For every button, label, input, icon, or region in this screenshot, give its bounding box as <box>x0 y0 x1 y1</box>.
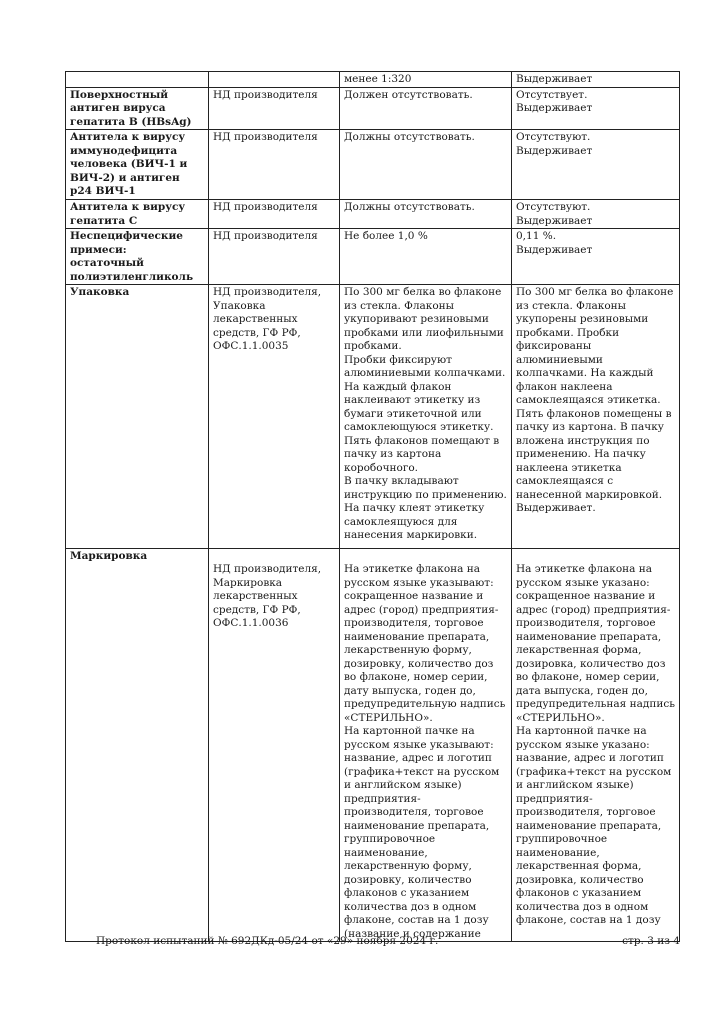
indicator-name: Поверхностный антиген вируса гепатита В (HBsAg) <box>66 87 209 130</box>
norm-requirement: Должны отсутствовать. <box>340 130 512 200</box>
normative-document: НД производителя <box>209 200 340 229</box>
normative-document: НД производителя <box>209 130 340 200</box>
test-result: На этикетке флакона на русском языке указано: сокращенное название и адрес (город) предприятия-производителя, торговое наименование препарата, лекарственная форма, дозировка, количество доз во флаконе, номер серии, дата выпуска, годен до, предупредительная надпись «СТЕРИЛЬНО». На картонной пачке на русском языке указано: название, адрес и логотип (графика+текст на русском и английском языке) предприятия-производителя, торговое наименование препарата, группировочное наименование, лекарственная форма, дозировка, количество флаконов с указанием количества доз в одном флаконе, состав на 1 дозу <box>512 549 680 942</box>
norm-requirement: Должны отсутствовать. <box>340 200 512 229</box>
normative-document: НД производителя <box>209 229 340 285</box>
normative-document: НД производителя, Маркировка лекарственных средств, ГФ РФ, ОФС.1.1.0036 <box>209 549 340 942</box>
indicator-name: Антитела к вирусу гепатита С <box>66 200 209 229</box>
normative-document: НД производителя <box>209 87 340 130</box>
norm-requirement: Должен отсутствовать. <box>340 87 512 130</box>
table-row <box>66 200 680 229</box>
indicator-name <box>66 72 209 88</box>
test-result: По 300 мг белка во флаконе из стекла. Флаконы укупорены резиновыми пробками. Пробки фиксированы алюминиевыми колпачками. На каждый флакон наклеена самоклеящаяся этикетка. Пять флаконов помещены в пачку из картона. В пачку вложена инструкция по применению. На пачку наклеена этикетка самоклеящаяся с нанесенной маркировкой. Выдерживает. <box>512 285 680 549</box>
table-row <box>66 130 680 200</box>
norm-requirement: На этикетке флакона на русском языке указывают: сокращенное название и адрес (город) предприятия-производителя, торговое наименование препарата, лекарственную форму, дозировку, количество доз во флаконе, номер серии, дату выпуска, годен до, предупредительную надпись «СТЕРИЛЬНО». На картонной пачке на русском языке указывают: название, адрес и логотип (графика+текст на русском и английском языке) предприятия-производителя, торговое наименование препарата, группировочное наименование, лекарственную форму, дозировку, количество флаконов с указанием количества доз в одном флаконе, состав на 1 дозу (название и содержание <box>340 549 512 942</box>
norm-requirement: менее 1:320 <box>340 72 512 88</box>
test-results-table <box>65 71 680 942</box>
protocol-reference: Протокол испытаний № 692ДКд-05/24 от «29» ноября 2024 г. <box>96 935 439 947</box>
indicator-name: Неспецифические примеси: остаточный полиэтиленгликоль <box>66 229 209 285</box>
normative-document <box>209 72 340 88</box>
table-row <box>66 72 680 88</box>
normative-document: НД производителя, Упаковка лекарственных средств, ГФ РФ, ОФС.1.1.0035 <box>209 285 340 549</box>
test-result: Отсутствуют. Выдерживает <box>512 130 680 200</box>
table-row <box>66 229 680 285</box>
indicator-name: Упаковка <box>66 285 209 549</box>
test-result: Отсутствуют. Выдерживает <box>512 200 680 229</box>
indicator-name: Маркировка <box>66 549 209 942</box>
indicator-name: Антитела к вирусу иммунодефицита человека (ВИЧ-1 и ВИЧ-2) и антиген р24 ВИЧ-1 <box>66 130 209 200</box>
page-number: стр. 3 из 4 <box>622 935 680 947</box>
norm-requirement: По 300 мг белка во флаконе из стекла. Флаконы укупоривают резиновыми пробками или лиофильными пробками. Пробки фиксируют алюминиевыми колпачками. На каждый флакон наклеивают этикетку из бумаги этикеточной или самоклеющуюся этикетку. Пять флаконов помещают в пачку из картона коробочного. В пачку вкладывают инструкцию по применению. На пачку клеят этикетку самоклеящуюся для нанесения маркировки. <box>340 285 512 549</box>
test-result: Выдерживает <box>512 72 680 88</box>
table-row <box>66 87 680 130</box>
table-row <box>66 549 680 942</box>
table-row <box>66 285 680 549</box>
test-result: 0,11 %. Выдерживает <box>512 229 680 285</box>
test-result: Отсутствует. Выдерживает <box>512 87 680 130</box>
norm-requirement: Не более 1,0 % <box>340 229 512 285</box>
